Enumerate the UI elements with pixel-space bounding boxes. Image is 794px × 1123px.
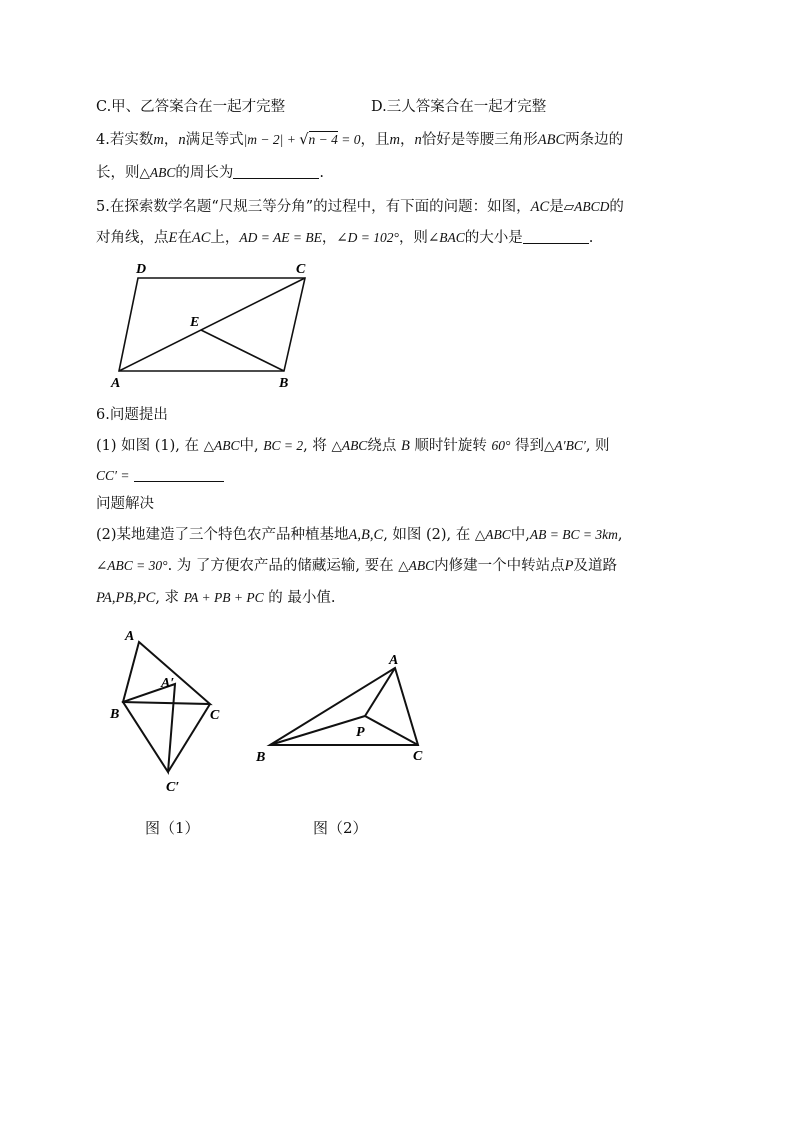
q4-text: 长，则 [96, 165, 140, 181]
question-4-line-1 [96, 130, 623, 150]
q4-number: 4.若实数 [96, 132, 154, 148]
abs-expression: |m − 2| [243, 132, 284, 147]
parallelogram-symbol: ▱ABCD [563, 199, 610, 214]
length-bc: BC = 2 [263, 438, 304, 453]
q5-text: 上， [210, 230, 240, 246]
point-p: P [564, 558, 574, 574]
answer-blank[interactable] [233, 164, 319, 179]
q5-text: 在 [177, 230, 192, 246]
points-abc: A,B,C [348, 527, 384, 543]
label-a-prime: A′ [161, 676, 175, 691]
triangle-symbol: △ABC [398, 558, 435, 573]
q6-text: 绕点 [367, 438, 397, 454]
q4-text-mid: ，且 [360, 132, 390, 148]
q6-text: 顺时针旋转 [414, 438, 492, 454]
label-b: B [279, 376, 289, 391]
triangle-symbol: △ABC [331, 438, 368, 453]
angle-abc: ∠ABC = 30° [96, 558, 168, 573]
period: . [319, 165, 324, 181]
var-m: m [389, 132, 400, 148]
q6-text: (2)某地建造了三个特色农产品种植基地 [96, 527, 349, 543]
roads: PA,PB,PC [96, 590, 156, 606]
triangle-symbol: △ABC [203, 438, 240, 453]
angle-bac: ∠BAC [427, 230, 465, 245]
triangle-abc [123, 642, 210, 704]
question-6-part-1-answer [96, 466, 224, 486]
triangle-symbol-rotated: △A′BC′ [544, 438, 586, 453]
point-b: B [400, 438, 410, 454]
label-a: A [389, 653, 399, 668]
rotation-figure [106, 624, 236, 796]
question-6-part-1 [96, 436, 610, 456]
answer-blank[interactable] [134, 467, 224, 482]
q5-text: 对角线，点 [96, 230, 169, 246]
triangle-symbol: △ABC [139, 165, 176, 180]
q6-text: 及道路 [573, 558, 617, 574]
sqrt-expression: n − 4 [308, 132, 338, 147]
label-e: E [190, 315, 200, 330]
sum-expression: PA + PB + PC [183, 590, 264, 605]
q5-text: 的 [609, 199, 624, 215]
question-6-part-2-line-1 [96, 525, 622, 545]
question-4-line-2 [96, 163, 324, 183]
q6-text: (1) 如图 (1), 在 [96, 438, 200, 454]
equation-ad-ae-be: AD = AE = BE [239, 230, 322, 245]
sqrt-icon: √ [299, 132, 309, 148]
q6-text: , 求 [155, 590, 184, 606]
label-c: C [210, 708, 220, 723]
triangle-name: ABC [537, 132, 566, 148]
q6-text: , 如图 (2), 在 [383, 527, 475, 543]
parallelogram-figure [108, 256, 318, 392]
period: . [588, 230, 594, 246]
option-d: D.三人答案合在一起才完整 [371, 99, 547, 115]
label-c: C [296, 262, 306, 277]
q6-text: , 则 [585, 438, 610, 454]
segment-cc1 [168, 704, 210, 772]
q6-text: 中, [510, 527, 530, 543]
label-a: A [111, 376, 121, 391]
comma: ， [163, 132, 179, 148]
segment-pb [270, 716, 365, 745]
point-e: E [168, 230, 178, 246]
q5-text: 是 [549, 199, 564, 215]
comma: , [617, 527, 623, 543]
question-5-line-1 [96, 197, 624, 217]
answer-blank[interactable] [523, 229, 589, 244]
segment-cc-prime: CC′ = [96, 468, 130, 483]
q4-text-tail2: 两条边的 [565, 132, 624, 148]
q5-text: ，则 [398, 230, 428, 246]
q5-text: 5.在探索数学名题“尺规三等分角”的过程中，有下面的问题：如图， [96, 199, 531, 215]
option-c: C.甲、乙答案合在一起才完整 [96, 99, 286, 115]
var-m: m [153, 132, 164, 148]
label-a: A [125, 629, 135, 644]
figure-2-caption: 图（2） [313, 819, 368, 837]
segment-pa [365, 668, 395, 716]
triangle-a1bc1 [123, 684, 175, 772]
equation-ab-bc: AB = BC = 3km [529, 527, 618, 542]
triangle-symbol: △ABC [474, 527, 511, 542]
question-6-part-2-line-2 [96, 556, 617, 576]
question-5-line-2 [96, 228, 593, 248]
segment-ac: AC [191, 230, 211, 246]
q4-text: 的周长为 [175, 165, 234, 181]
angle-d: ∠D = 102° [336, 230, 399, 245]
var-n: n [178, 132, 186, 148]
label-b: B [110, 707, 120, 722]
label-d: D [136, 262, 147, 277]
label-c-prime: C′ [166, 780, 180, 795]
label-c: C [413, 749, 423, 764]
question-6-heading: 6.问题提出 [96, 407, 168, 423]
triangle-p-figure [250, 648, 440, 770]
label-b: B [256, 750, 266, 765]
question-6-subheading: 问题解决 [96, 496, 154, 512]
segment-ac: AC [530, 199, 550, 215]
q5-text: 的大小是 [464, 230, 523, 246]
plus: + [283, 132, 300, 147]
comma: ， [399, 132, 415, 148]
label-p: P [356, 725, 365, 740]
q6-text: 得到 [510, 438, 545, 454]
segment-eb [201, 330, 284, 371]
question-6-part-2-line-3 [96, 588, 335, 608]
q6-text: 的 最小值. [263, 590, 336, 606]
comma: ， [321, 230, 337, 246]
q6-text: . 为 了方便农产品的储藏运输, 要在 [167, 558, 399, 574]
q6-text: , 将 [303, 438, 327, 454]
q4-text: 满足等式 [185, 132, 244, 148]
diagonal-ac [119, 278, 305, 371]
equals-zero: = 0 [337, 132, 361, 147]
q6-text: 内修建一个中转站点 [434, 558, 565, 574]
figure-1-caption: 图（1） [145, 819, 200, 837]
angle-60: 60° [491, 438, 511, 453]
q6-text: 中, [239, 438, 259, 454]
q4-text-tail: 恰好是等腰三角形 [421, 132, 538, 148]
var-n: n [414, 132, 422, 148]
